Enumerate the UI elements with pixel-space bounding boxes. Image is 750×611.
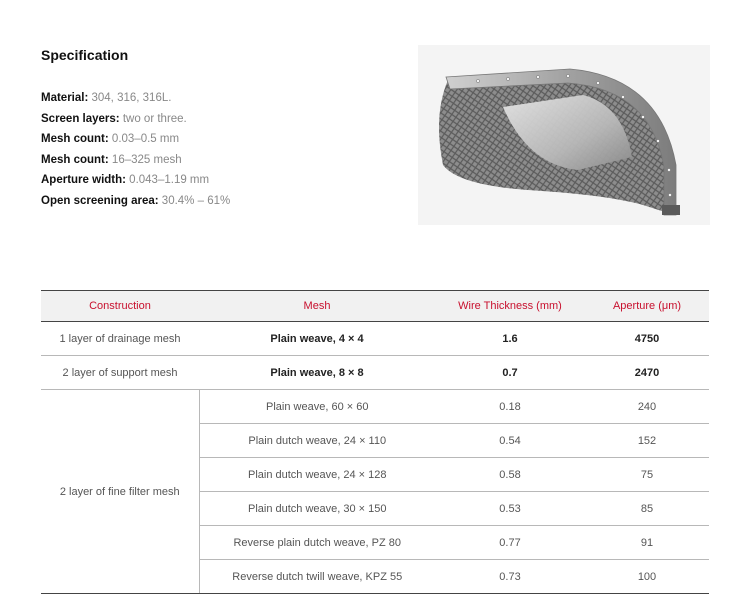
header-mesh: Mesh xyxy=(199,291,435,322)
specification-table xyxy=(41,290,709,594)
spec-value: 0.03–0.5 mm xyxy=(108,133,180,146)
cell-wire: 0.73 xyxy=(435,560,585,594)
spec-label: Screen layers: xyxy=(41,112,120,125)
header-aperture: Aperture (μm) xyxy=(585,291,709,322)
cell-wire: 0.54 xyxy=(435,424,585,458)
spec-material xyxy=(41,88,401,109)
specification-section xyxy=(41,46,401,212)
spec-label: Aperture width: xyxy=(41,174,126,187)
cell-construction: 2 layer of support mesh xyxy=(41,356,199,390)
spec-value: two or three. xyxy=(119,112,187,125)
cell-wire: 0.7 xyxy=(435,356,585,390)
cell-aperture: 100 xyxy=(585,560,709,594)
cell-mesh: Plain weave, 60 × 60 xyxy=(199,390,435,424)
spec-value: 30.4% – 61% xyxy=(158,194,231,207)
spec-label: Material: xyxy=(41,92,89,104)
cell-aperture: 240 xyxy=(585,390,709,424)
cell-mesh: Plain weave, 4 × 4 xyxy=(199,322,435,356)
spec-mesh-count xyxy=(41,150,401,171)
spec-value: 0.043–1.19 mm xyxy=(125,174,210,187)
table-header-row xyxy=(41,291,709,322)
cell-construction: 1 layer of drainage mesh xyxy=(41,322,199,356)
table-row xyxy=(41,390,709,424)
spec-value: 16–325 mesh xyxy=(108,153,182,166)
table-row xyxy=(41,322,709,356)
cell-mesh: Plain dutch weave, 30 × 150 xyxy=(199,492,435,526)
cell-aperture: 91 xyxy=(585,526,709,560)
spec-label: Mesh count: xyxy=(41,133,109,146)
cell-mesh: Reverse plain dutch weave, PZ 80 xyxy=(199,526,435,560)
cell-mesh: Plain weave, 8 × 8 xyxy=(199,356,435,390)
spec-label: Open screening area: xyxy=(41,194,159,207)
cell-mesh: Plain dutch weave, 24 × 128 xyxy=(199,458,435,492)
cell-aperture: 75 xyxy=(585,458,709,492)
specification-title: Specification xyxy=(41,47,129,63)
filter-screen-photo xyxy=(418,45,710,225)
cell-aperture: 152 xyxy=(585,424,709,458)
cell-mesh: Plain dutch weave, 24 × 110 xyxy=(199,424,435,458)
header-wire-thickness: Wire Thickness (mm) xyxy=(435,291,585,322)
cell-wire: 0.77 xyxy=(435,526,585,560)
spec-label: Mesh count: xyxy=(41,153,109,166)
cell-aperture: 85 xyxy=(585,492,709,526)
cell-construction-group: 2 layer of fine filter mesh xyxy=(41,390,199,594)
cell-wire: 0.18 xyxy=(435,390,585,424)
cell-wire: 0.58 xyxy=(435,458,585,492)
spec-mesh-count-mm xyxy=(41,129,401,150)
cell-aperture: 2470 xyxy=(585,356,709,390)
cell-wire: 0.53 xyxy=(435,492,585,526)
table-row xyxy=(41,356,709,390)
spec-value: 304, 316, 316L. xyxy=(88,92,172,104)
header-construction: Construction xyxy=(41,291,199,322)
cell-aperture: 4750 xyxy=(585,322,709,356)
spec-open-screening-area xyxy=(41,191,401,212)
cell-mesh: Reverse dutch twill weave, KPZ 55 xyxy=(199,560,435,594)
spec-aperture-width xyxy=(41,170,401,191)
cell-wire: 1.6 xyxy=(435,322,585,356)
filter-screen-illustration xyxy=(418,45,710,225)
spec-screen-layers xyxy=(41,109,401,130)
